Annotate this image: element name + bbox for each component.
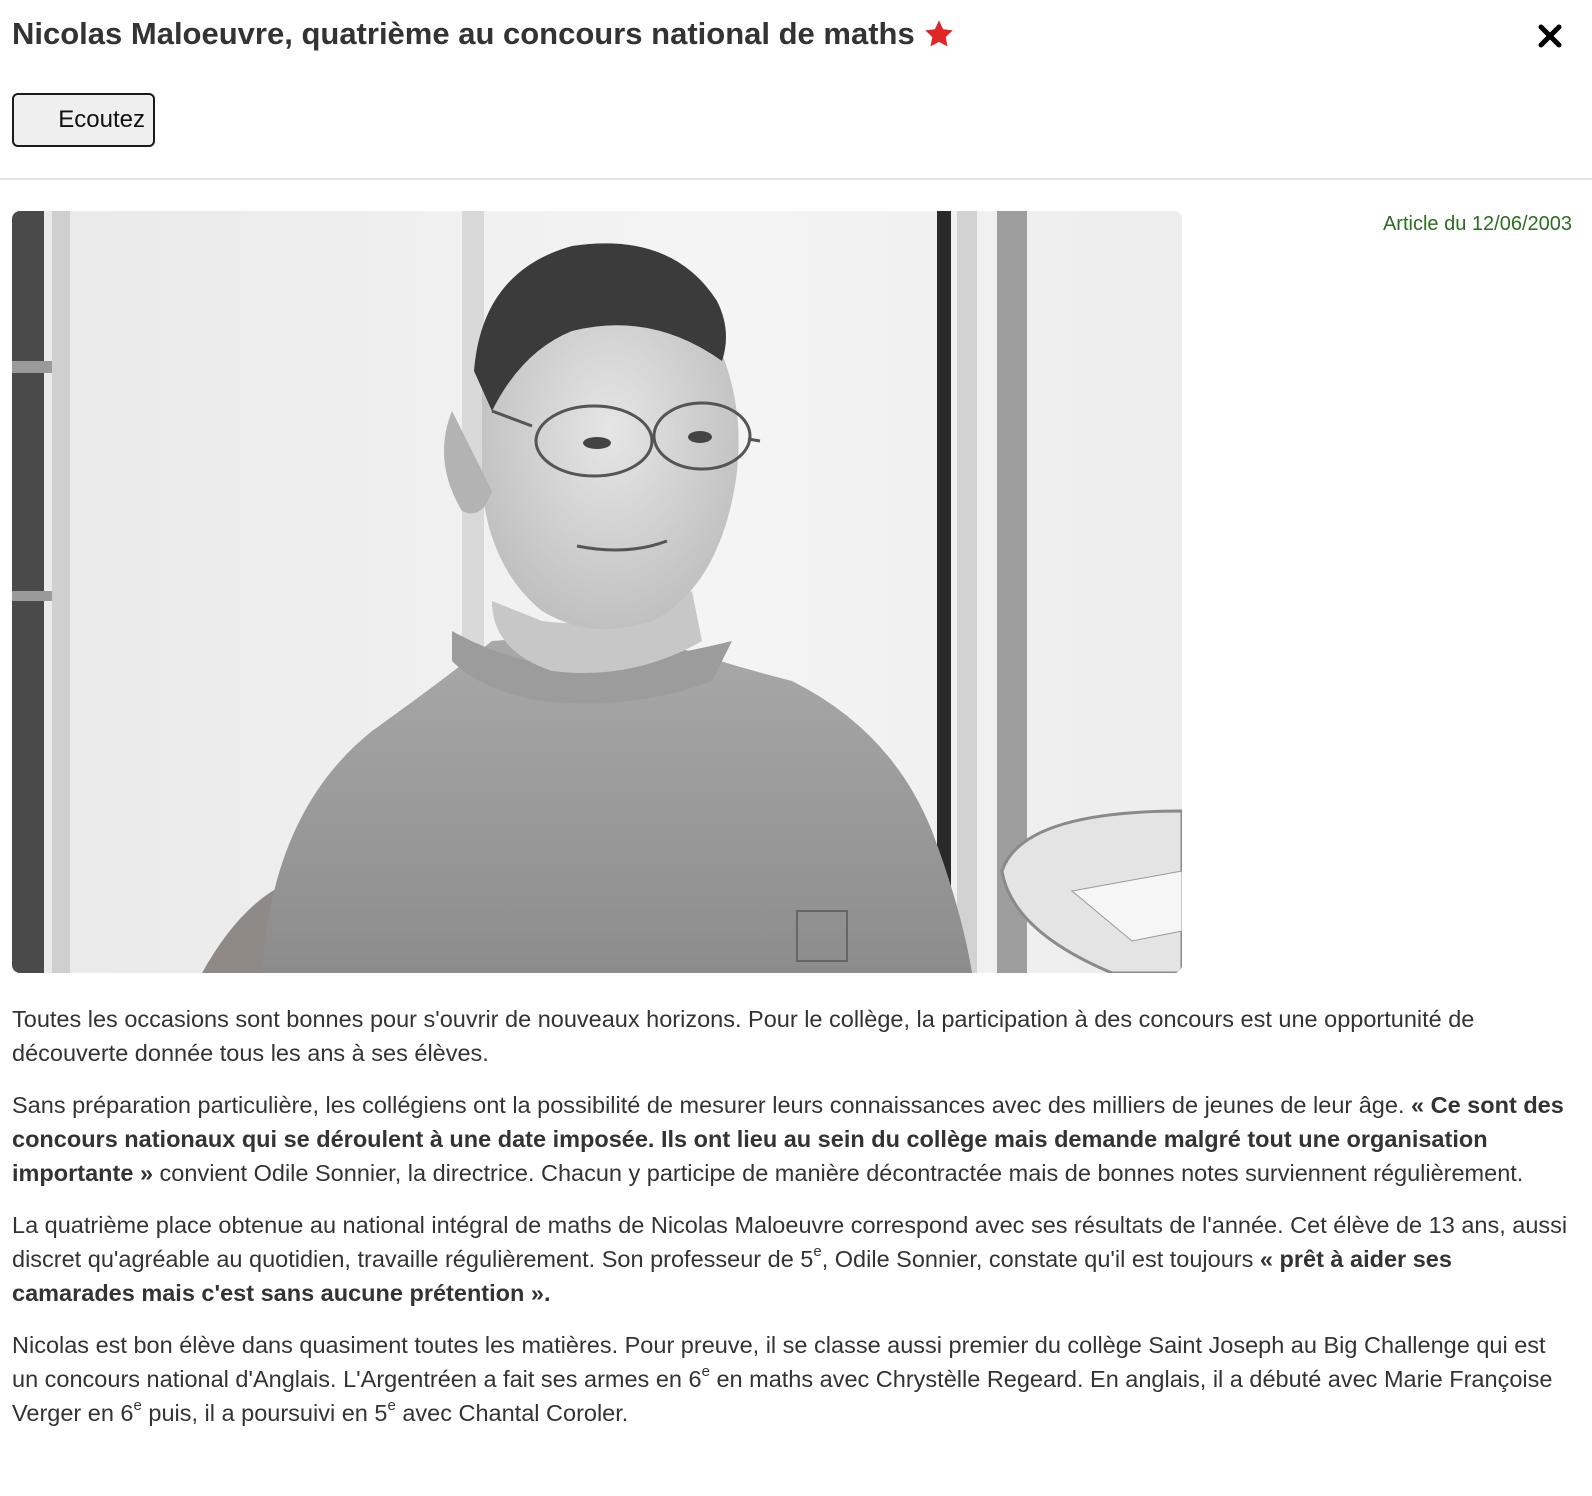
close-icon: [1532, 18, 1568, 54]
article-paragraph: [12, 1328, 1574, 1430]
article-body: [12, 1002, 1574, 1448]
article-photo: [12, 211, 1182, 973]
article-title-row: [12, 16, 955, 52]
article-paragraph: [12, 1088, 1574, 1190]
close-button[interactable]: [1532, 18, 1568, 54]
paragraph-text: avec Chantal Coroler.: [395, 1400, 629, 1426]
ordinal-superscript: e: [387, 1397, 396, 1415]
paragraph-text: Nicolas est bon élève dans quasiment toutes les matières. Pour preuve, il se classe aussi premier du collège Saint Joseph au Big Challenge qui est un concours national d'Anglais. L'Argentréen a fait ses armes en 6: [12, 1332, 1546, 1392]
quote-text: « prêt à aider ses camarades mais c'est sans aucune prétention ».: [12, 1246, 1452, 1306]
ordinal-superscript: e: [813, 1243, 822, 1261]
paragraph-text: Sans préparation particulière, les collégiens ont la possibilité de mesurer leurs connaissances avec des milliers de jeunes de leur âge.: [12, 1092, 1412, 1118]
quote-text: « Ce sont des concours nationaux qui se déroulent à une date imposée. Ils ont lieu au sein du collège mais demande malgré tout une organisation importante »: [12, 1092, 1564, 1186]
article-paragraph: [12, 1208, 1574, 1310]
paragraph-text: Toutes les occasions sont bonnes pour s'ouvrir de nouveaux horizons. Pour le collège, la participation à des concours est une opportunité de découverte donnée tous les ans à ses élèves.: [12, 1006, 1475, 1066]
listen-button[interactable]: Ecoutez: [12, 93, 155, 147]
ordinal-superscript: e: [133, 1397, 142, 1415]
article-paragraph: [12, 1002, 1574, 1070]
article-header: [0, 0, 1592, 180]
paragraph-text: puis, il a poursuivi en 5: [141, 1400, 388, 1426]
paragraph-text: convient Odile Sonnier, la directrice. Chacun y participe de manière décontractée mais de bonnes notes surviennent régulièrement.: [153, 1160, 1524, 1186]
article-title: Nicolas Maloeuvre, quatrième au concours national de maths: [12, 16, 915, 51]
article-date: Article du 12/06/2003: [1382, 213, 1572, 235]
paragraph-text: en maths avec Chrystèlle Regeard. En anglais, il a débuté avec Marie Françoise Verger en 6: [12, 1366, 1553, 1426]
ordinal-superscript: e: [701, 1363, 710, 1381]
star-icon[interactable]: [923, 18, 955, 50]
paragraph-text: La quatrième place obtenue au national intégral de maths de Nicolas Maloeuvre correspond avec ses résultats de l'année. Cet élève de 13 ans, aussi discret qu'agréable au quotidien, travaille régulièrement. Son professeur de 5: [12, 1212, 1568, 1272]
paragraph-text: , Odile Sonnier, constate qu'il est toujours: [821, 1246, 1260, 1272]
